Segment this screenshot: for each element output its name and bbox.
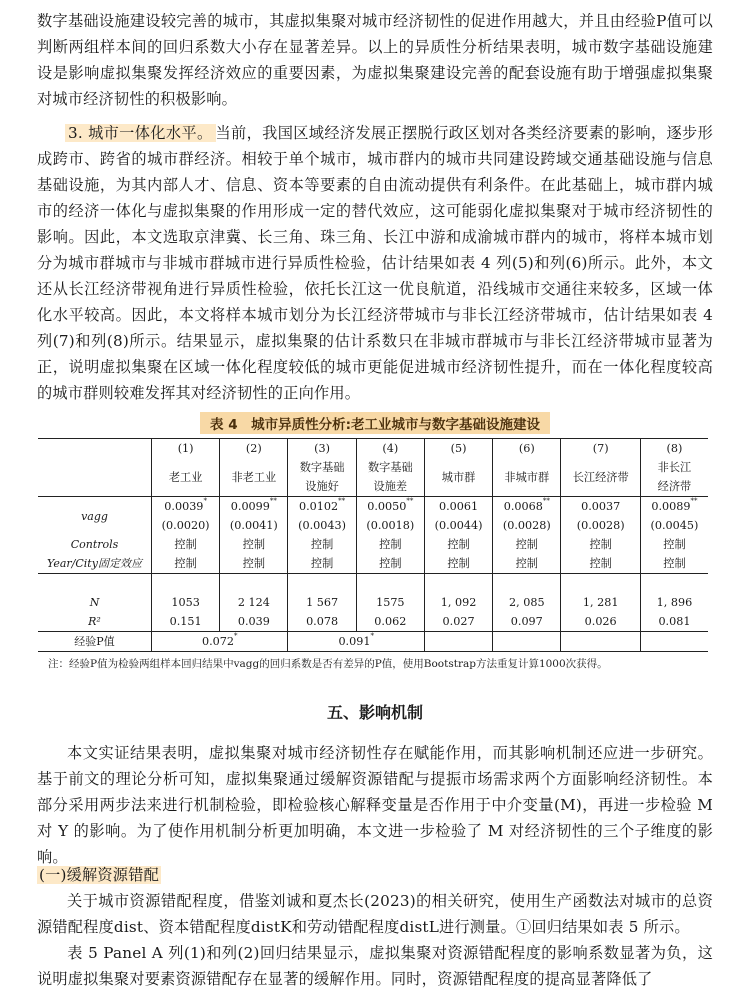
col-number: (4) (356, 439, 424, 459)
n-cell: 1, 092 (424, 593, 492, 612)
se-cell: (0.0045) (640, 516, 708, 535)
row-label-fixed-effects: Year/City固定效应 (38, 554, 152, 574)
r2-cell: 0.027 (424, 612, 492, 632)
se-cell: (0.0028) (561, 516, 641, 535)
controls-cell: 控制 (561, 535, 641, 554)
se-cell: (0.0028) (493, 516, 561, 535)
coef-cell: 0.0050** (356, 497, 424, 517)
r2-cell: 0.062 (356, 612, 424, 632)
table-row-r2 (38, 612, 708, 632)
col-name: 非长江 经济带 (640, 458, 708, 497)
col-number: (1) (152, 439, 220, 459)
coef-cell: 0.0068** (493, 497, 561, 517)
se-cell: (0.0043) (288, 516, 356, 535)
table-header-names (38, 458, 708, 497)
col-number: (2) (220, 439, 288, 459)
n-cell: 1575 (356, 593, 424, 612)
paragraph-misallocation-measure-text: 关于城市资源错配程度，借鉴刘诚和夏杰长(2023)的相关研究，使用生产函数法对城市的总资源错配程度dist、资本错配程度distK和劳动错配程度distL进行测量。①回归结果如表 5 所示。 (37, 892, 713, 936)
controls-cell: 控制 (424, 535, 492, 554)
fe-cell: 控制 (424, 554, 492, 574)
table-note: 注：经验P值为检验两组样本回归结果中vagg的回归系数是否有差异的P值，使用Bootstrap方法重复计算1000次获得。 (48, 658, 608, 670)
n-cell: 2, 085 (493, 593, 561, 612)
col-number: (3) (288, 439, 356, 459)
n-cell: 1 567 (288, 593, 356, 612)
coef-cell: 0.0089** (640, 497, 708, 517)
r2-cell: 0.097 (493, 612, 561, 632)
subheading-resource-misallocation-wrap (37, 862, 713, 888)
subheading-resource-misallocation: (一)缓解资源错配 (39, 866, 159, 884)
fe-cell: 控制 (356, 554, 424, 574)
paragraph-panel-a-results: 表 5 Panel A 列(1)和列(2)回归结果显示，虚拟集聚对资源错配程度的影响系数显著为负，这说明虚拟集聚对要素资源错配存在显著的缓解作用。同时，资源错配程度的提高显著降低了 (37, 944, 713, 988)
paragraph-city-integration-body: 当前，我国区域经济发展正摆脱行政区划对各类经济要素的影响，逐步形成跨市、跨省的城市群经济。相较于单个城市，城市群内的城市共同建设跨域交通基础设施与信息基础设施，为其内部人才、信息、资本等要素的自由流动提供有利条件。在此基础上，城市群内城市的经济一体化与虚拟集聚的作用形成一定的替代效应，这可能弱化虚拟集聚对于城市经济韧性的影响。因此，本文选取京津冀、长三角、珠三角、长江中游和成渝城市群内的城市，将样本城市划分为城市群城市与非城市群城市进行异质性检验，估计结果如表 4 列(5)和列(6)所示。此外，本文还从长江经济带视角进行异质性检验，依托长江这一优良航道，沿线城市交通往来较多，区域一体化水平较高。因此，本文将样本城市划分为长江经济带城市与非长江经济带城市，估计结果如表 4 列(7)和列(8)所示。结果显示，虚拟集聚的估计系数只在非城市群城市与非长江经济带城市显著为正，说明虚拟集聚在区域一体化程度较低的城市更能促进城市经济韧性提升，而在一体化程度较高的城市群则较难发挥其对经济韧性的正向作用。 (37, 124, 713, 402)
table-row-n (38, 593, 708, 612)
col-number: (5) (424, 439, 492, 459)
table-row-pvalue (38, 632, 708, 652)
col-number: (7) (561, 439, 641, 459)
col-name: 非城市群 (493, 458, 561, 497)
table-title: 表 4 城市异质性分析:老工业城市与数字基础设施建设 (200, 412, 550, 434)
controls-cell: 控制 (493, 535, 561, 554)
fe-cell: 控制 (220, 554, 288, 574)
se-cell: (0.0041) (220, 516, 288, 535)
coef-cell: 0.0099** (220, 497, 288, 517)
coef-cell: 0.0102** (288, 497, 356, 517)
n-cell: 1053 (152, 593, 220, 612)
heterogeneity-table (38, 438, 708, 652)
coef-cell: 0.0061 (424, 497, 492, 517)
row-label-n: N (89, 596, 100, 609)
pvalue-cell: 0.091* (288, 632, 424, 652)
table-row-controls (38, 535, 708, 554)
row-label-pvalue: 经验P值 (38, 632, 152, 652)
paragraph-mechanism-intro: 本文实证结果表明，虚拟集聚对城市经济韧性存在赋能作用，而其影响机制还应进一步研究。基于前文的理论分析可知，虚拟集聚通过缓解资源错配与提振市场需求两个方面影响经济韧性。本部分采用两步法来进行机制检验，即检验核心解释变量是否作用于中介变量(M)，再进一步检验 M 对 Y 的影响。为了使作用机制分析更加明确，本文进一步检验了 M 对经济韧性的三个子维度的影响。 (37, 744, 713, 866)
coef-cell: 0.0037 (561, 497, 641, 517)
se-cell: (0.0044) (424, 516, 492, 535)
col-name: 数字基础 设施好 (288, 458, 356, 497)
n-cell: 2 124 (220, 593, 288, 612)
paragraph-heterogeneity-conclusion: 数字基础设施建设较完善的城市，其虚拟集聚对城市经济韧性的促进作用越大，并且由经验P值可以判断两组样本间的回归系数大小存在显著差异。以上的异质性分析结果表明，城市数字基础设施建设是影响虚拟集聚发挥经济效应的重要因素，为虚拟集聚建设完善的配套设施有助于增强虚拟集聚对城市经济韧性的积极影响。 (37, 12, 713, 108)
fe-cell: 控制 (288, 554, 356, 574)
row-label-vagg: vagg (81, 509, 108, 523)
controls-cell: 控制 (152, 535, 220, 554)
table-title-wrap (0, 412, 750, 434)
pvalue-cell: 0.072* (152, 632, 288, 652)
table-row-fixed-effects (38, 554, 708, 574)
r2-cell: 0.026 (561, 612, 641, 632)
paragraph-city-integration (37, 120, 713, 406)
coef-cell: 0.0039* (152, 497, 220, 517)
col-name: 非老工业 (220, 458, 288, 497)
section-title: 五、影响机制 (326, 703, 423, 722)
fe-cell: 控制 (561, 554, 641, 574)
table-row-vagg-coef (38, 497, 708, 517)
fe-cell: 控制 (493, 554, 561, 574)
r2-cell: 0.081 (640, 612, 708, 632)
col-name: 数字基础 设施差 (356, 458, 424, 497)
col-number: (8) (640, 439, 708, 459)
controls-cell: 控制 (356, 535, 424, 554)
row-label-controls: Controls (70, 538, 119, 551)
r2-cell: 0.039 (220, 612, 288, 632)
paragraph-misallocation-measure (37, 888, 713, 992)
r2-cell: 0.151 (152, 612, 220, 632)
table-header-numbers (38, 439, 708, 459)
fe-cell: 控制 (152, 554, 220, 574)
se-cell: (0.0020) (152, 516, 220, 535)
controls-cell: 控制 (288, 535, 356, 554)
fe-cell: 控制 (640, 554, 708, 574)
r2-cell: 0.078 (288, 612, 356, 632)
col-number: (6) (493, 439, 561, 459)
row-label-r2: R² (38, 612, 152, 632)
col-name: 老工业 (152, 458, 220, 497)
col-name: 长江经济带 (561, 458, 641, 497)
controls-cell: 控制 (640, 535, 708, 554)
controls-cell: 控制 (220, 535, 288, 554)
n-cell: 1, 281 (561, 593, 641, 612)
col-name: 城市群 (424, 458, 492, 497)
subsection-heading-integration: 3. 城市一体化水平。 (65, 124, 216, 142)
se-cell: (0.0018) (356, 516, 424, 535)
n-cell: 1, 896 (640, 593, 708, 612)
